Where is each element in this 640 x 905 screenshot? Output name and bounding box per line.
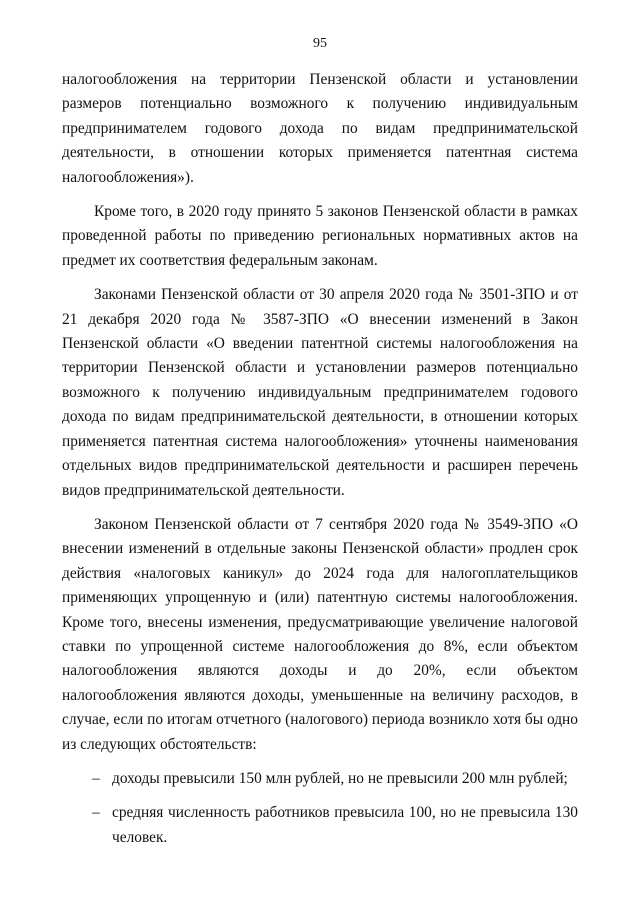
paragraph-patent-system-laws: Законами Пензенской области от 30 апреля 2020 года № 3501-ЗПО и от 21 декабря 2020 года № 3587-ЗПО «О внесении изменений в Закон Пензенской области «О введении патентной системы налогообложения на территории Пензенской области и установлении размеров потенциально возможного к получению индивидуальным предпринимателем годового дохода по видам предпринимательской деятельности, в отношении которых применяется патентная система налогообложения» уточнены наименования отдельных видов предпринимательской деятельности и расширен перечень видов предпринимательской деятельности. bbox=[62, 286, 578, 499]
paragraph-laws-adopted: Кроме того, в 2020 году принято 5 законов Пензенской области в рамках проведенной работы по приведению региональных нормативных актов на предмет их соответствия федеральным законам. bbox=[62, 203, 578, 269]
list-item bbox=[62, 801, 578, 850]
paragraph-continuation: налогообложения на территории Пензенской области и установлении размеров потенциально возможного к получению индивидуальным предпринимателем годового дохода по видам предпринимательской деятельности, в отношении которых применяется патентная система налогообложения»). bbox=[62, 71, 578, 186]
page-number: 95 bbox=[313, 36, 327, 51]
list-dash-marker: – bbox=[92, 769, 100, 787]
document-body bbox=[62, 68, 578, 850]
paragraph-tax-holidays-law: Законом Пензенской области от 7 сентября 2020 года № 3549-ЗПО «О внесении изменений в отдельные законы Пензенской области» продлен срок действия «налоговых каникул» до 2024 года для налогоплательщиков применяющих упрощенную и (или) патентную системы налогообложения. Кроме того, внесены изменения, предусматривающие увеличение налоговой ставки по упрощенной системе налогообложения до 8%, если объектом налогообложения являются доходы и до 20%, если объектом налогообложения являются доходы, уменьшенные на величину расходов, в случае, если по итогам отчетного (налогового) периода возникло хотя бы одно из следующих обстоятельств: bbox=[62, 515, 578, 753]
conditions-list bbox=[62, 767, 578, 850]
list-item-text: доходы превысили 150 млн рублей, но не превысили 200 млн рублей; bbox=[112, 769, 568, 787]
list-item bbox=[62, 767, 578, 791]
list-item-text: средняя численность работников превысила 100, но не превысила 130 человек. bbox=[112, 804, 578, 846]
list-dash-marker: – bbox=[92, 804, 100, 822]
